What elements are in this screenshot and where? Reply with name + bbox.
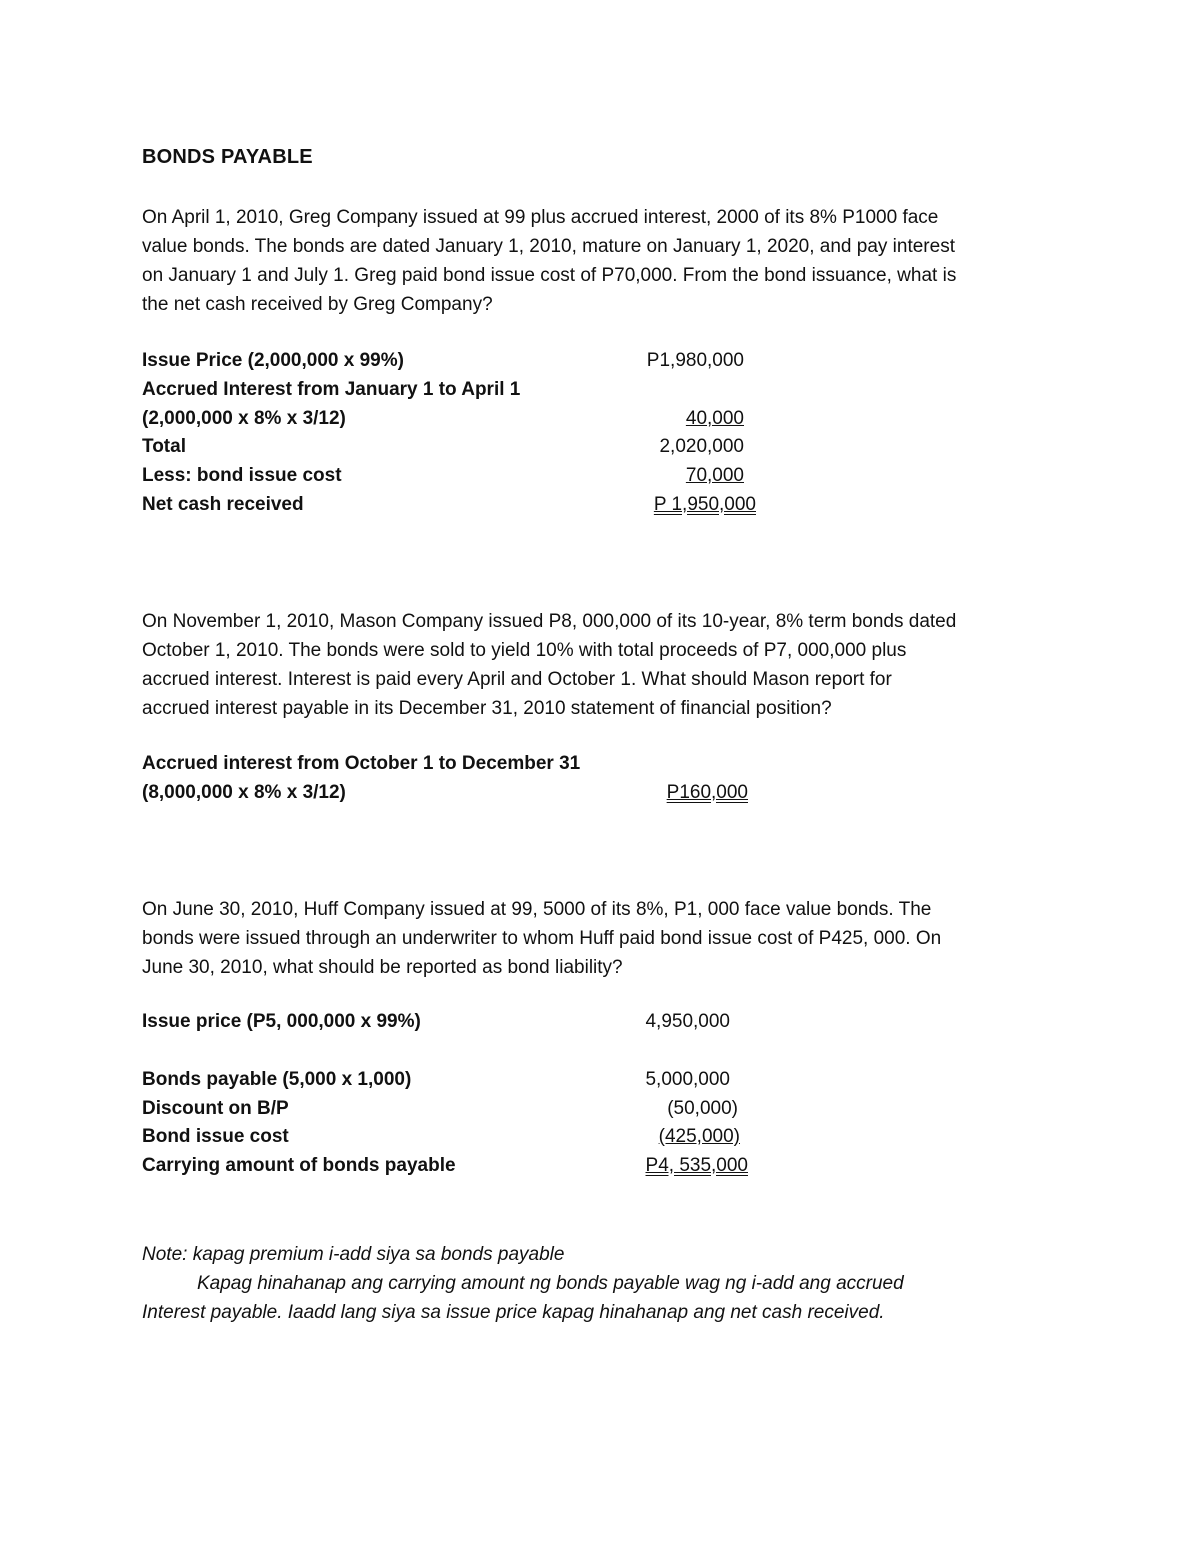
p1-row-amount: P1,980,000 bbox=[646, 350, 744, 371]
p3-row-label: Discount on B/P bbox=[142, 1098, 289, 1119]
p2-row-amount: P160,000 bbox=[666, 782, 748, 803]
note-line: Interest payable. Iaadd lang siya sa issue price kapag hinahanap ang net cash received. bbox=[142, 1302, 885, 1323]
p3-row-amount: P4, 535,000 bbox=[645, 1155, 748, 1176]
page-title: BONDS PAYABLE bbox=[142, 146, 313, 168]
p3-row-amount: 5,000,000 bbox=[645, 1069, 730, 1090]
problem-3-line: June 30, 2010, what should be reported as bond liability? bbox=[142, 957, 623, 978]
problem-1-line: value bonds. The bonds are dated January 1, 2010, mature on January 1, 2020, and pay interest bbox=[142, 236, 955, 257]
problem-3-line: On June 30, 2010, Huff Company issued at 99, 5000 of its 8%, P1, 000 face value bonds. The bbox=[142, 899, 932, 920]
p1-row-amount: 2,020,000 bbox=[659, 436, 744, 457]
p1-row-label: Total bbox=[142, 436, 186, 457]
document-page bbox=[142, 0, 1082, 1553]
problem-2-line: accrued interest payable in its December 31, 2010 statement of financial position? bbox=[142, 698, 832, 719]
p3-row-label: Carrying amount of bonds payable bbox=[142, 1155, 456, 1176]
note-line: Kapag hinahanap ang carrying amount ng bonds payable wag ng i-add ang accrued bbox=[197, 1273, 904, 1294]
problem-3-text bbox=[142, 895, 1072, 982]
problem-2-line: On November 1, 2010, Mason Company issued P8, 000,000 of its 10-year, 8% term bonds dated bbox=[142, 611, 957, 632]
problem-1-line: the net cash received by Greg Company? bbox=[142, 294, 493, 315]
problem-1-text bbox=[142, 203, 1072, 319]
p3-row-amount: (50,000) bbox=[667, 1098, 738, 1119]
problem-1-line: on January 1 and July 1. Greg paid bond issue cost of P70,000. From the bond issuance, what is bbox=[142, 265, 957, 286]
p1-row-amount: P 1,950,000 bbox=[653, 494, 756, 515]
note-text bbox=[142, 1240, 1072, 1327]
p1-row-label: Net cash received bbox=[142, 494, 304, 515]
p3-row-label: Bond issue cost bbox=[142, 1126, 289, 1147]
problem-2-line: October 1, 2010. The bonds were sold to yield 10% with total proceeds of P7, 000,000 plus bbox=[142, 640, 907, 661]
p3-row-amount: (425,000) bbox=[658, 1126, 740, 1147]
p1-row-amount: 70,000 bbox=[685, 465, 744, 486]
p1-row-amount: 40,000 bbox=[685, 408, 744, 429]
p1-row-label: Accrued Interest from January 1 to April 1 bbox=[142, 379, 521, 400]
p1-row-label: Issue Price (2,000,000 x 99%) bbox=[142, 350, 404, 371]
p3-row-label: Issue price (P5, 000,000 x 99%) bbox=[142, 1011, 421, 1032]
problem-3-line: bonds were issued through an underwriter to whom Huff paid bond issue cost of P425, 000. On bbox=[142, 928, 942, 949]
p3-row-label: Bonds payable (5,000 x 1,000) bbox=[142, 1069, 412, 1090]
problem-1-line: On April 1, 2010, Greg Company issued at 99 plus accrued interest, 2000 of its 8% P1000 face bbox=[142, 207, 939, 228]
p1-row-label: Less: bond issue cost bbox=[142, 465, 342, 486]
problem-2-text bbox=[142, 607, 1072, 723]
p2-row-label: (8,000,000 x 8% x 3/12) bbox=[142, 782, 346, 803]
p1-row-label: (2,000,000 x 8% x 3/12) bbox=[142, 408, 346, 429]
note-line: Note: kapag premium i-add siya sa bonds payable bbox=[142, 1244, 565, 1265]
p2-row-label: Accrued interest from October 1 to December 31 bbox=[142, 753, 581, 774]
problem-2-line: accrued interest. Interest is paid every April and October 1. What should Mason report for bbox=[142, 669, 892, 690]
p3-row-amount: 4,950,000 bbox=[645, 1011, 730, 1032]
